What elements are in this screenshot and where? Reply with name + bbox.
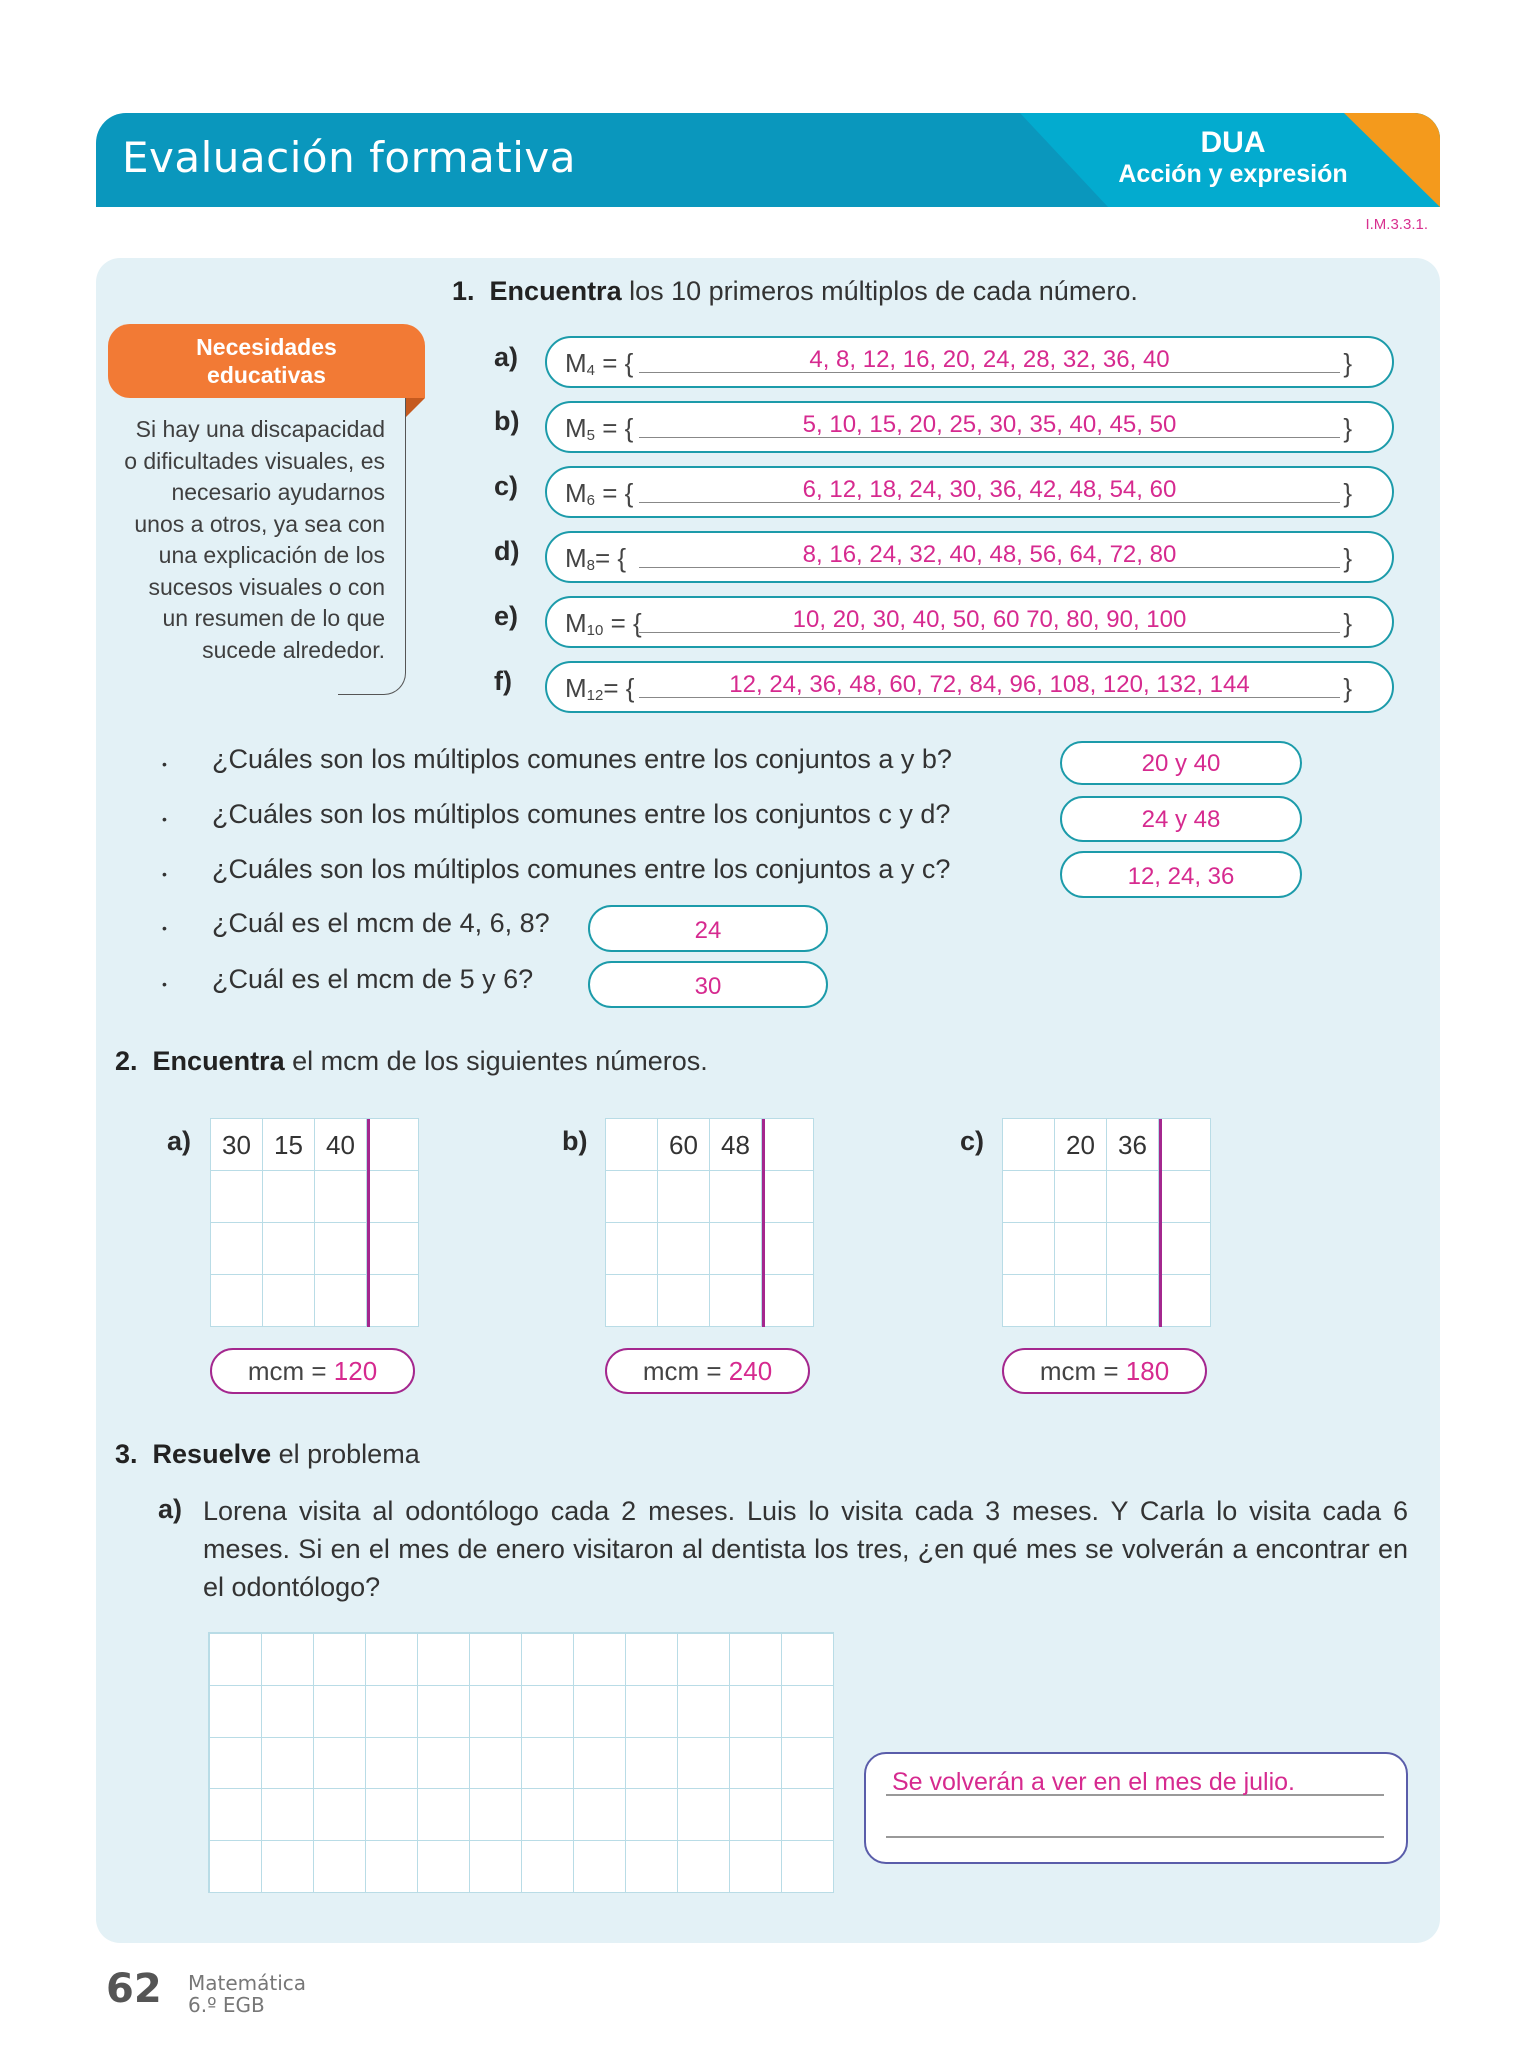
grid-cell[interactable]	[658, 1275, 710, 1327]
page-header	[96, 113, 1440, 207]
sidebar-line: necesario ayudarnos	[171, 479, 385, 505]
grid-cell[interactable]	[606, 1275, 658, 1327]
set-label: $M_4$ = {	[565, 348, 634, 379]
question-text: ¿Cuál es el mcm de 5 y 6?	[212, 964, 534, 994]
grid-cell[interactable]	[1003, 1275, 1055, 1327]
grid-cell[interactable]	[1055, 1223, 1107, 1275]
question-text: ¿Cuáles son los múltiplos comunes entre los conjuntos a y c?	[212, 854, 951, 884]
work-grid[interactable]	[208, 1632, 834, 1893]
bullet-icon: •	[162, 976, 167, 992]
grid-cell[interactable]: 15	[263, 1119, 315, 1171]
question-text: ¿Cuál es el mcm de 4, 6, 8?	[212, 908, 550, 938]
grid-cell[interactable]	[211, 1275, 263, 1327]
grid-cell[interactable]	[1055, 1275, 1107, 1327]
answer-field[interactable]: 24 y 48	[1060, 796, 1302, 842]
mcm-label: mcm =	[247, 1356, 334, 1386]
grid-cell[interactable]	[315, 1223, 367, 1275]
set-label: $M_6$ = {	[565, 478, 634, 509]
multiples-field-e[interactable]	[545, 596, 1394, 648]
answer-value: 10, 20, 30, 40, 50, 60 70, 80, 90, 100	[792, 606, 1187, 633]
row-label-c: c)	[494, 471, 519, 501]
division-grid-c[interactable]	[1002, 1118, 1211, 1327]
grid-cell[interactable]	[1003, 1223, 1055, 1275]
division-line	[762, 1119, 765, 1327]
question-3-title	[115, 1439, 420, 1470]
footer-subject: Matemática	[188, 1971, 307, 1995]
grid-label-a: a)	[167, 1126, 192, 1156]
grid-label-b: b)	[562, 1126, 588, 1156]
answer-field[interactable]: 20 y 40	[1060, 741, 1302, 785]
question-number: 2.	[115, 1046, 138, 1076]
sidebar-line: sucede alrededor.	[202, 636, 385, 663]
close-brace: }	[1343, 413, 1352, 443]
answer-line	[886, 1836, 1384, 1838]
grid-cell[interactable]	[315, 1275, 367, 1327]
grid-cell[interactable]: 36	[1107, 1119, 1159, 1171]
grid-cell[interactable]	[367, 1275, 419, 1327]
grid-cell[interactable]	[606, 1119, 658, 1171]
grid-cell[interactable]	[315, 1171, 367, 1223]
grid-cell[interactable]	[658, 1171, 710, 1223]
problem-label-a: a)	[158, 1494, 183, 1524]
grid-cell[interactable]	[710, 1275, 762, 1327]
footer-grade: 6.º EGB	[188, 1993, 265, 2017]
grid-cell[interactable]: 20	[1055, 1119, 1107, 1171]
page-title: Evaluación formativa	[122, 133, 576, 182]
question-verb: Encuentra	[152, 1046, 285, 1076]
sidebar-line: una explicación de los	[158, 542, 385, 568]
set-label: $M_{10}$ = {	[565, 608, 642, 639]
multiples-field-a[interactable]	[545, 336, 1394, 388]
grid-cell[interactable]	[1159, 1171, 1211, 1223]
grid-cell[interactable]	[762, 1275, 814, 1327]
problem-text: Lorena visita al odontólogo cada 2 meses. Luis lo visita cada 3 meses. Y Carla lo visita cada 6 meses. Si en el mes de enero visitaron al dentista los tres, ¿en qué mes se volverán a encontrar en el odontólogo?	[203, 1496, 1408, 1602]
question-verb: Resuelve	[152, 1439, 272, 1469]
answer-value: 5, 10, 15, 20, 25, 30, 35, 40, 45, 50	[802, 411, 1177, 438]
grid-cell[interactable]	[1159, 1223, 1211, 1275]
close-brace: }	[1343, 673, 1352, 703]
question-text: los 10 primeros múltiplos de cada número.	[621, 276, 1138, 306]
grid-cell[interactable]	[1055, 1171, 1107, 1223]
bullet-icon: •	[162, 866, 167, 882]
close-brace: }	[1343, 608, 1352, 638]
answer-box[interactable]	[864, 1752, 1408, 1864]
grid-label-c: c)	[960, 1126, 985, 1156]
answer-value: 6, 12, 18, 24, 30, 36, 42, 48, 54, 60	[802, 476, 1177, 503]
grid-cell[interactable]: 60	[658, 1119, 710, 1171]
row-label-b: b)	[494, 406, 520, 436]
grid-cell[interactable]	[710, 1171, 762, 1223]
answer-value: 8, 16, 24, 32, 40, 48, 56, 64, 72, 80	[802, 541, 1177, 568]
grid-cell[interactable]	[1107, 1275, 1159, 1327]
grid-cell[interactable]	[1159, 1275, 1211, 1327]
sidebar-text	[100, 414, 385, 666]
set-label: $M_5$ = {	[565, 413, 634, 444]
division-grid-a[interactable]	[210, 1118, 419, 1327]
dua-subtitle: Acción y expresión	[1118, 160, 1348, 188]
mcm-field-a[interactable]	[210, 1348, 415, 1394]
dua-title: DUA	[1200, 126, 1266, 159]
grid-cell[interactable]: 48	[710, 1119, 762, 1171]
grid-cell[interactable]	[658, 1223, 710, 1275]
question-text: el mcm de los siguientes números.	[284, 1046, 708, 1076]
answer-text: Se volverán a ver en el mes de julio.	[892, 1768, 1295, 1796]
grid-cell[interactable]	[1003, 1119, 1055, 1171]
row-label-e: e)	[494, 601, 519, 631]
mcm-field-b[interactable]	[605, 1348, 810, 1394]
question-text: ¿Cuáles son los múltiplos comunes entre los conjuntos a y b?	[212, 744, 952, 774]
close-brace: }	[1343, 348, 1352, 378]
multiples-field-c[interactable]	[545, 466, 1394, 518]
grid-cell[interactable]	[211, 1171, 263, 1223]
grid-cell[interactable]	[1159, 1119, 1211, 1171]
question-text: ¿Cuáles son los múltiplos comunes entre los conjuntos c y d?	[212, 799, 951, 829]
grid-cell[interactable]	[263, 1223, 315, 1275]
answer-value: 12, 24, 36, 48, 60, 72, 84, 96, 108, 120, 132, 144	[729, 671, 1250, 698]
close-brace: }	[1343, 478, 1352, 508]
question-number: 1.	[452, 276, 475, 306]
bullet-icon: •	[162, 920, 167, 936]
grid-cell[interactable]	[1107, 1171, 1159, 1223]
grid-cell[interactable]	[762, 1119, 814, 1171]
sidebar-title	[108, 324, 425, 398]
division-line	[367, 1119, 370, 1327]
set-label: $M_8=$ {	[565, 543, 627, 574]
row-label-a: a)	[494, 342, 519, 372]
multiples-field-f[interactable]	[545, 661, 1394, 713]
division-grid-b[interactable]	[605, 1118, 814, 1327]
grid-cell[interactable]	[606, 1171, 658, 1223]
sidebar-line: Si hay una discapacidad	[135, 416, 385, 442]
multiples-field-b[interactable]	[545, 401, 1394, 453]
bullet-icon: •	[162, 756, 167, 772]
answer-value: 4, 8, 12, 16, 20, 24, 28, 32, 36, 40	[809, 346, 1170, 373]
sidebar-line: unos a otros, ya sea con	[134, 510, 385, 537]
bullet-icon: •	[162, 811, 167, 827]
answer-field[interactable]: 30	[588, 961, 828, 1008]
question-text: el problema	[271, 1439, 420, 1469]
grid-cell[interactable]: 40	[315, 1119, 367, 1171]
grid-cell[interactable]: 30	[211, 1119, 263, 1171]
grid-cell[interactable]	[1003, 1171, 1055, 1223]
grid-cell[interactable]	[762, 1171, 814, 1223]
sidebar-line: o dificultades visuales, es	[124, 447, 385, 474]
sidebar-title-line1: Necesidades	[196, 334, 337, 360]
grid-cell[interactable]	[710, 1223, 762, 1275]
grid-cell[interactable]	[606, 1223, 658, 1275]
sidebar-title-line2: educativas	[207, 362, 326, 388]
sidebar-line: un resumen de lo que	[162, 605, 385, 631]
grid-cell[interactable]	[367, 1223, 419, 1275]
mcm-value: 120	[333, 1356, 378, 1386]
division-line	[1159, 1119, 1162, 1327]
question-verb: Encuentra	[489, 276, 622, 306]
multiples-field-d[interactable]	[545, 531, 1394, 583]
mcm-value: 240	[728, 1356, 773, 1386]
close-brace: }	[1343, 543, 1352, 573]
indicator-code: I.M.3.3.1.	[1365, 216, 1428, 233]
question-number: 3.	[115, 1439, 138, 1469]
grid-cell[interactable]	[762, 1223, 814, 1275]
grid-cell[interactable]	[367, 1119, 419, 1171]
grid-cell[interactable]	[367, 1171, 419, 1223]
grid-cell[interactable]	[1107, 1223, 1159, 1275]
question-1-title	[452, 276, 1138, 307]
sidebar-line: sucesos visuales o con	[148, 573, 385, 600]
dua-badge	[1108, 127, 1358, 189]
mcm-label: mcm =	[642, 1356, 729, 1386]
question-2-title	[115, 1046, 708, 1077]
set-label: $M_{12}=$ {	[565, 673, 635, 704]
answer-field[interactable]: 24	[588, 905, 828, 952]
row-label-d: d)	[494, 536, 520, 566]
grid-cell[interactable]	[263, 1171, 315, 1223]
mcm-label: mcm =	[1039, 1356, 1126, 1386]
mcm-value: 180	[1125, 1356, 1170, 1386]
row-label-f: f)	[494, 666, 512, 696]
grid-cell[interactable]	[263, 1275, 315, 1327]
footer-info	[188, 1972, 306, 2016]
mcm-field-c[interactable]	[1002, 1348, 1207, 1394]
answer-field[interactable]: 12, 24, 36	[1060, 851, 1302, 898]
grid-cell[interactable]	[211, 1223, 263, 1275]
page-number: 62	[106, 1966, 162, 2012]
